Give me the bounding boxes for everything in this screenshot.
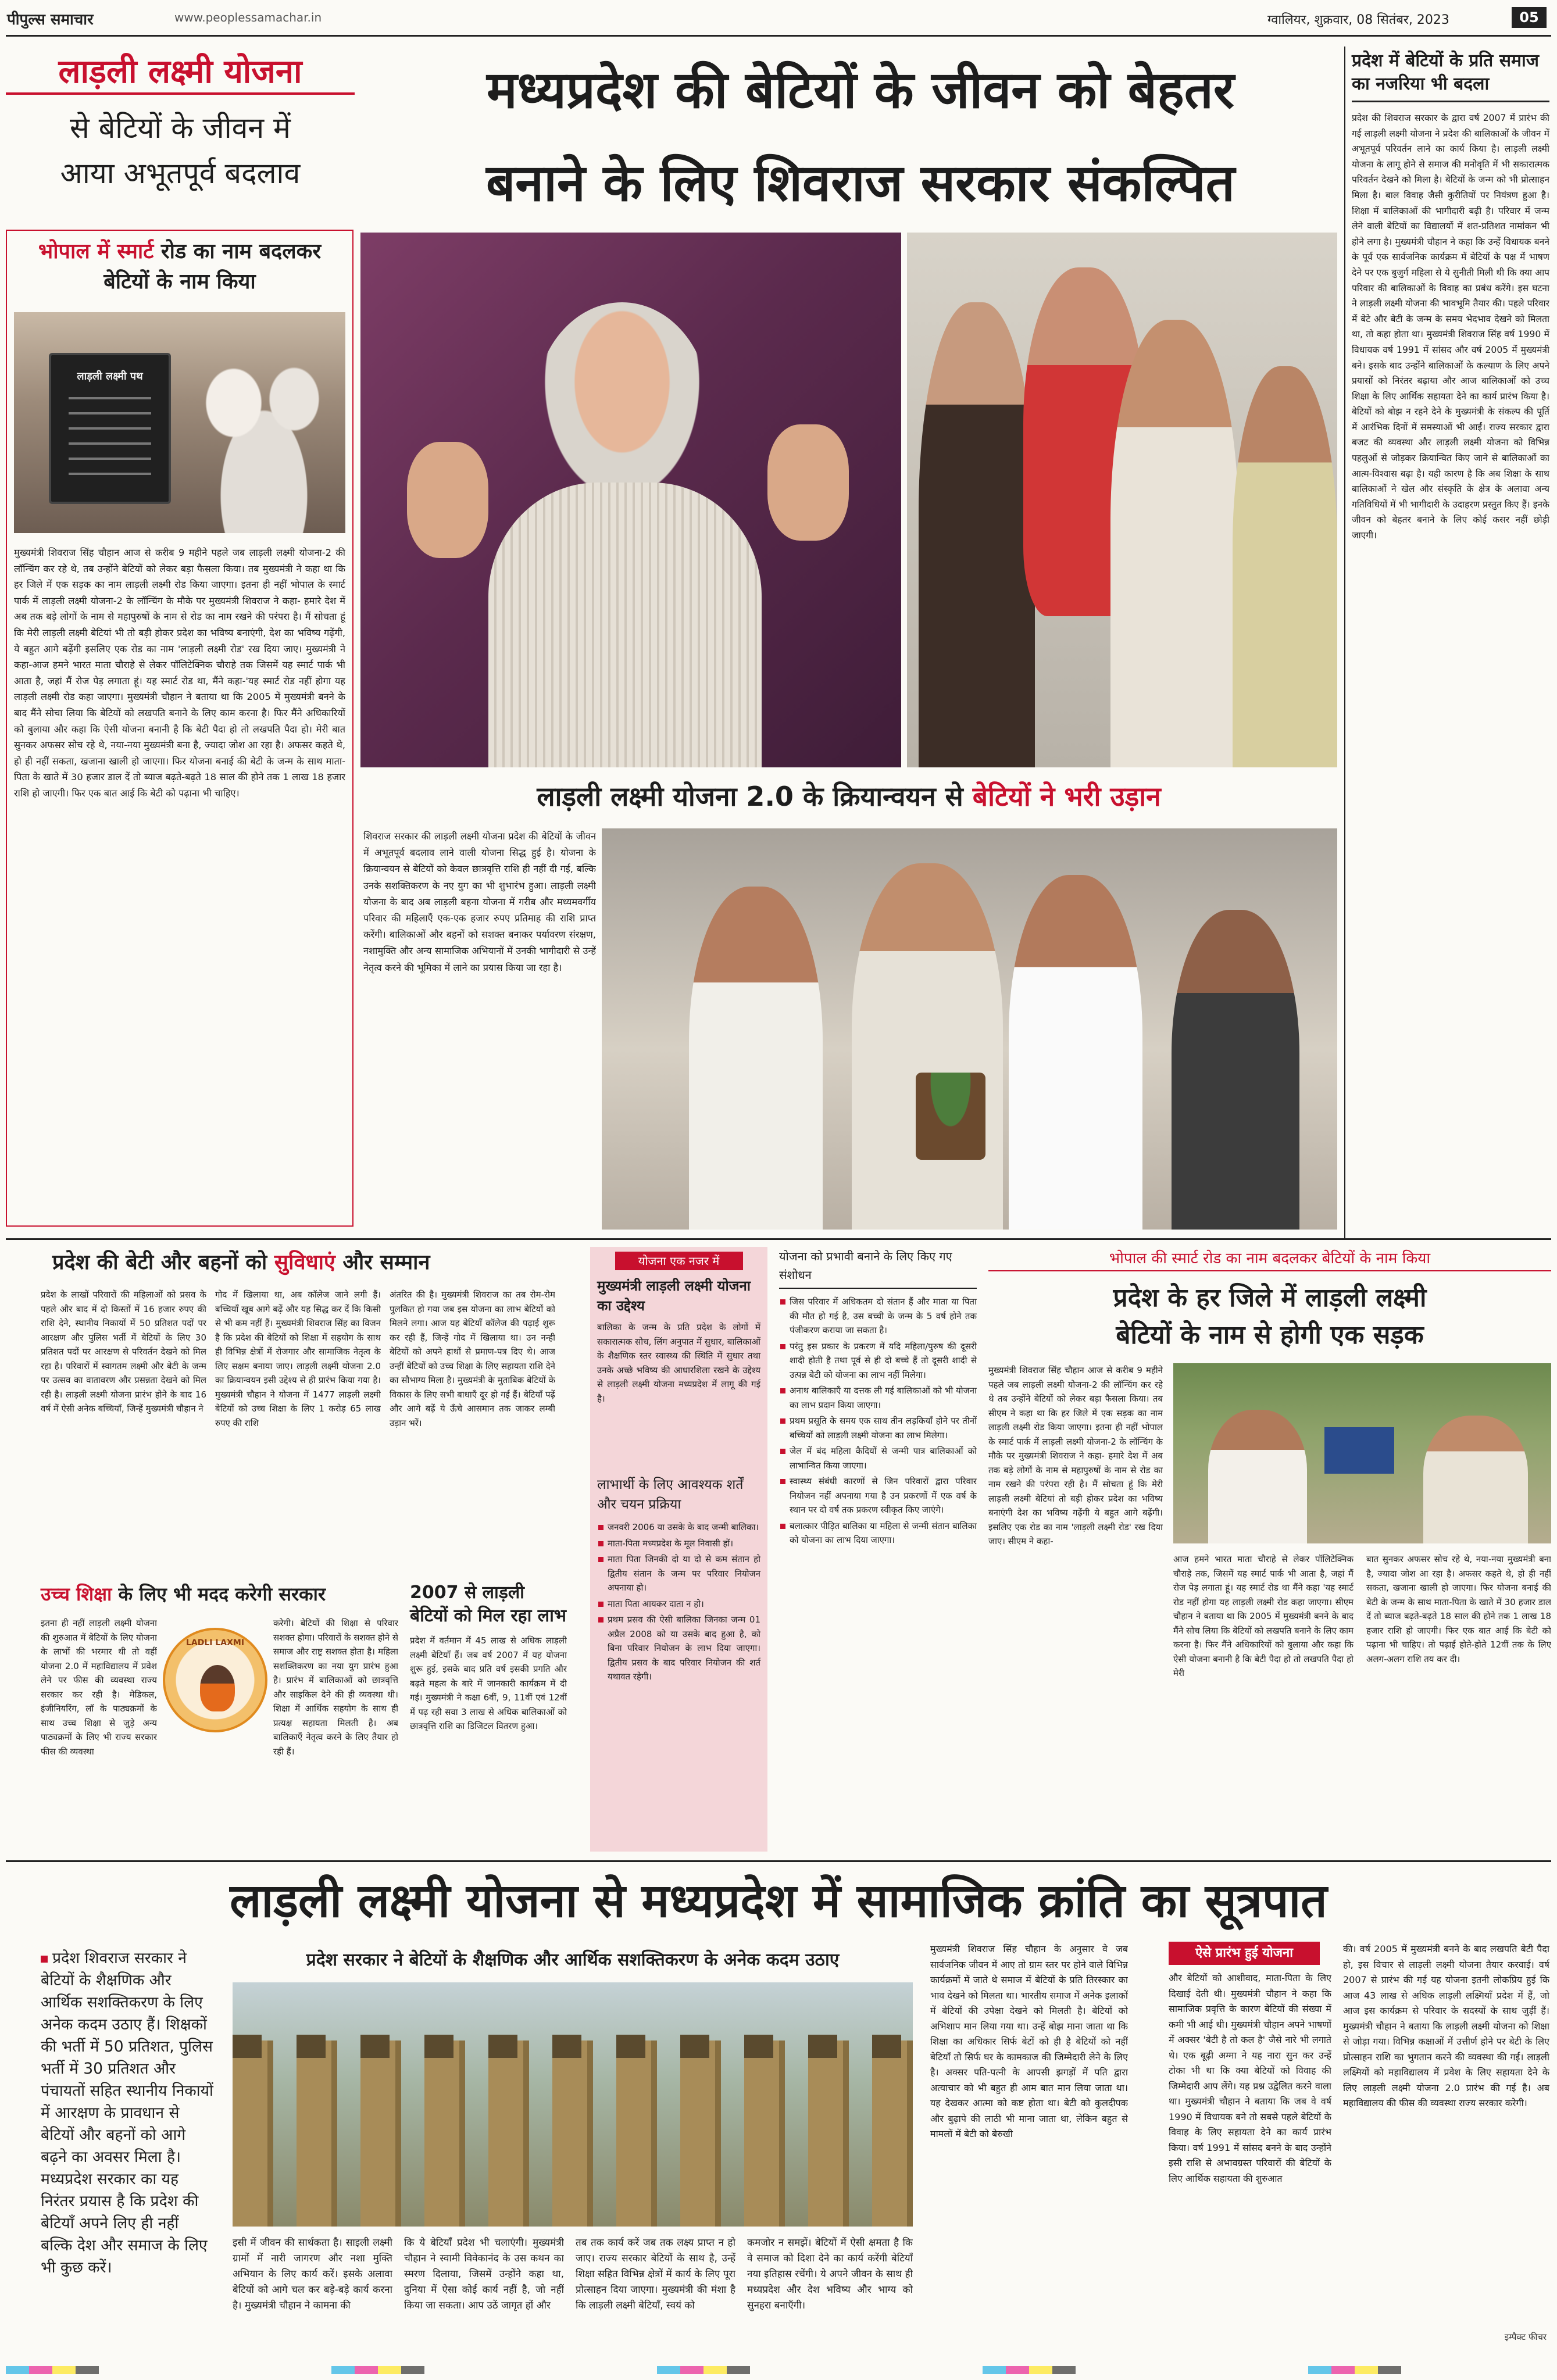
suvidhaen-col2: गोद में खिलाया था, अब कॉलेज जाने लगी हैं। बच्चियाँ खूब आगे बढ़ें और यह सिद्ध कर दें कि किसी से भी कम नहीं हैं। मुख्यमंत्री शिवराज सिंह का विजन है कि प्रदेश की बेटियों को शिक्षा में सहयोग के साथ ही विभिन्न क्षेत्रों में रोजगार और सामाजिक नेतृत्व के लिए सक्षम बनाया जाए। लाड़ली लक्ष्मी योजना 2.0 का क्रियान्वयन इसी उद्देश्य से ही प्रारंभ किया गया है। मुख्यमंत्री चौहान ने योजना में 1477 लाड़ली लक्ष्मी बेटियों को उच्च शिक्षा के लिए 1 करोड़ 65 लाख रुपए की राशि <box>215 1289 381 1428</box>
bhopal-box <box>6 230 353 1227</box>
road-sign-board <box>49 353 171 504</box>
kranti-col2: कि ये बेटियाँ प्रदेश भी चलाएंगी। मुख्यमंत्री चौहान ने स्वामी विवेकानंद के उस कथन का स्मरण दिलाया, जिसमें उन्होंने कहा था, दुनिया में ऐसा कोई कार्य नहीं है, जो नहीं किया जा सकता। आप उठें जागृत हों और <box>404 2237 564 2311</box>
cm-figure <box>1110 320 1238 767</box>
kranti-col4: कमजोर न समझें। बेटियों में ऐसी क्षमता है कि वे समाज को दिशा देने का कार्य करेंगी बेटियाँ नया इतिहास रचेंगी। ये अपने जीवन के साथ ही मध्यप्रदेश और देश भविष्य और भाग्य को सुनहरा बनाएँगी। <box>747 2237 913 2311</box>
sanshodhan-bullet: प्रथम प्रसूति के समय एक साथ तीन लड़कियाँ होने पर तीनों बच्चियों को लाड़ली लक्ष्मी योजना का लाभ मिलेगा। <box>779 1414 977 1442</box>
kranti-col3: तब तक कार्य करें जब तक लक्ष्य प्राप्त न हो जाए। राज्य सरकार बेटियों के साथ है, उन्हें शिक्षा सहित विभिन्न क्षेत्रों में कार्य के लिए पूरा प्रोत्साहन दिया जाएगा। मुख्यमंत्री की मंशा है कि लाड़ली लक्ष्मी बेटियाँ, स्वयं को <box>576 2237 735 2311</box>
right-column-divider <box>1344 47 1345 1238</box>
najar-bullet: जनवरी 2006 या उसके के बाद जन्मी बालिका। <box>597 1520 760 1535</box>
najar-bullet: माता पिता जिनकी दो या दो से कम संतान हो द्वितीय संतान के जन्म पर परिवार नियोजन अपनाया हो। <box>597 1552 760 1595</box>
speaker-head <box>535 302 709 512</box>
kranti-intro <box>41 1947 215 2343</box>
kranti-box-tag: ऐसे प्रारंभ हुई योजना <box>1169 1942 1320 1965</box>
najar-bullets <box>590 1514 767 1686</box>
speaker-hand-left <box>407 442 488 558</box>
bhopal-box-heading-rest: रोड का नाम बदलकर बेटियों के नाम किया <box>103 240 322 294</box>
uchch-shiksha-headline-red: उच्च शिक्षा <box>41 1583 112 1605</box>
logo-girl-icon <box>200 1665 235 1711</box>
suvidhaen-headline <box>52 1249 622 1277</box>
yojana2-body: शिवराज सरकार की लाड़ली लक्ष्मी योजना प्रदेश की बेटियों के जीवन में अभूतपूर्व बदलाव लाने वाली योजना सिद्ध हुई है। योजना के क्रियान्वयन से बेटियों को केवल छात्रवृत्ति राशि ही नहीं दी गई, बल्कि उनके सशक्तिकरण के नए युग का भी शुभारंभ हुआ। लाड़ली लक्ष्मी योजना के बाद अब लाड़ली बहना योजना में गरीब और मध्यमवर्गीय परिवार की महिलाएँ एक-एक हजार रुपए प्रतिमाह की राशि प्राप्त करेंगी। बालिकाओं और बहनों को सशक्त बनाकर पर्यावरण संरक्षण, नशामुक्ति और अन्य सामाजिक अभियानों में उनकी भागीदारी से उन्हें नेतृत्व करने की भूमिका में लाने का प्रयास किया जा रहा है। <box>363 831 596 973</box>
sanshodhan-bullet: बलात्कार पीड़ित बालिका या महिला से जन्मी संतान बालिका को योजना का लाभ दिया जाएगा। <box>779 1519 977 1548</box>
page-number: 05 <box>1512 7 1547 28</box>
parade-caps <box>233 2035 913 2058</box>
sanshodhan-bullet: परंतु इस प्रकार के प्रकरण में यदि महिला/पुरुष की दूसरी शादी होती है तथा पूर्व से ही दो बच्चे हैं तो दूसरी शादी से उत्पन्न बेटी को योजना का लाभ नहीं मिलेगा। <box>779 1339 977 1382</box>
sanshodhan-headline: योजना को प्रभावी बनाने के लिए किए गए संशोधन <box>779 1247 977 1289</box>
suvidhaen-headline-black2: और सम्मान <box>342 1250 430 1274</box>
road-sign-lines <box>69 397 151 478</box>
najar-bullet: प्रथम प्रसव की ऐसी बालिका जिनका जन्म 01 अप्रैल 2008 को या उसके बाद हुआ है, को बिना परिवार नियोजन के लाभ दिया जाएगा। द्वितीय प्रसव के बाद परिवार नियोजन की शर्त यथावत रहेगी। <box>597 1613 760 1684</box>
sanshodhan-bullets <box>779 1289 977 1549</box>
pm-speech-photo <box>360 233 901 767</box>
najar-bullet: माता-पिता मध्यप्रदेश के मूल निवासी हों। <box>597 1536 760 1551</box>
najar-sub-headline: लाभार्थी के लिए आवश्यक शर्तें और चयन प्रक्रिया <box>597 1477 744 1512</box>
najar-body: बालिका के जन्म के प्रति प्रदेश के लोगों में सकारात्मक सोच, लिंग अनुपात में सुधार, बालिकाओं के शैक्षणिक स्तर स्वास्थ्य की स्थिति में सुधार तथा उनके अच्छे भविष्य की आधारशिला रखने के उद्देश्य से लाड़ली लक्ष्मी योजना मध्यप्रदेश में लागू की गई है। <box>597 1322 760 1404</box>
kranti-sub-headline: प्रदेश सरकार ने बेटियों के शैक्षणिक और आर्थिक सशक्तिकरण के अनेक कदम उठाए <box>306 1950 840 1970</box>
masthead <box>0 0 1557 36</box>
person-right <box>1233 366 1337 767</box>
uchch-shiksha-col1: इतना ही नहीं लाड़ली लक्ष्मी योजना की शुरुआत में बेटियों के लिए योजना के लाभों की भरमार थी तो वहीं योजना 2.0 में महाविद्यालय में प्रवेश लेने पर फीस की व्यवस्था राज्य सरकार कर रही है। मेडिकल, इंजीनियरिंग, लॉ के पाठ्यक्रमों के साथ उच्च शिक्षा से जुड़े अन्य पाठ्यक्रमों के लिए भी राज्य सरकार फीस की व्यवस्था <box>41 1618 157 1757</box>
yojana2-headline-red: बेटियों ने भरी उड़ान <box>972 781 1161 812</box>
kranti-col7: की। वर्ष 2005 में मुख्यमंत्री बनने के बाद लखपति बेटी पैदा हो, इस विचार से लाड़ली लक्ष्मी योजना तैयार करवाई। वर्ष 2007 से प्रारंभ की गई यह योजना इतनी लोकप्रिय हुई कि आज 43 लाख से अधिक लाड़ली लक्ष्मियाँ प्रदेश में हैं, जो आज इस कार्यक्रम से परिवार के सदस्यों के साथ जुड़ीं हैं। मुख्यमंत्री चौहान ने बताया कि लाड़ली लक्ष्मी योजना को शिक्षा से जोड़ा गया। विभिन्न कक्षाओं में उत्तीर्ण होने पर बेटी के लिए प्रोत्साहन राशि का भुगतान करने की व्यवस्था की गई। लाड़ली लक्ष्मियों को महाविद्यालय में प्रवेश के लिए सहायता देने के लिए लाड़ली लक्ष्मी योजना 2.0 प्रारंभ की गई है। अब महाविद्यालय की फीस की व्यवस्था राज्य सरकार करेगी। <box>1343 1943 1549 2109</box>
sanshodhan-bullet: जिस परिवार में अधिकतम दो संतान हैं और माता या पिता की मौत हो गई है, उस बच्ची के जन्म के 5 वर्ष होने तक पंजीकरण कराया जा सकता है। <box>779 1295 977 1338</box>
uchch-shiksha-headline-rest: के लिए भी मदद करेगी सरकार <box>118 1583 326 1605</box>
top-left-subtitle-2: आया अभूतपूर्व बदलाव <box>60 156 301 190</box>
bhopal-box-heading <box>14 237 345 297</box>
speaker-hand-right <box>767 424 849 541</box>
najar-box <box>590 1247 767 1852</box>
masthead-rule <box>6 35 1551 37</box>
labh-2007-headline: 2007 से लाड़ली बेटियों को मिल रहा लाभ <box>410 1582 566 1626</box>
suvidhaen-col1: प्रदेश के लाखों परिवारों की महिलाओं को प्रसव के पहले और बाद में दो किस्तों में 16 हजार रुपए की राशि देने, स्थानीय निकायों में 50 प्रतिशत पदों पर आरक्षण और पुलिस भर्ती में बेटियों के लिए 30 प्रतिशत पदों पर आरक्षण से परिवर्तन देखने को मिल रहा है। परिवारों में स्वागतम लक्ष्मी और बेटी के जन्म पर उत्सव का वातावरण और प्रसन्नता देखने को मिल रही है। लाड़ली लक्ष्मी योजना प्रारंभ होने के बाद 16 वर्ष में ऐसी अनेक बच्चियाँ, जिन्हें मुख्यमंत्री चौहान ने <box>41 1289 206 1414</box>
bhopal-box-heading-red: भोपाल में स्मार्ट <box>38 240 154 263</box>
uchch-shiksha-headline <box>41 1581 401 1607</box>
masthead-dateline: ग्वालियर, शुक्रवार, 08 सितंबर, 2023 <box>1267 13 1449 27</box>
bottom-section-rule <box>6 1860 1551 1862</box>
ladli-laxmi-logo <box>163 1628 267 1732</box>
sanshodhan-box <box>779 1247 977 1852</box>
smart-road-col3: बात सुनकर अफसर सोच रहे थे, नया-नया मुख्यमंत्री बना है, ज्यादा जोश आ रहा है। अफसर कहते थे, हो ही नहीं सकता, खजाना खाली हो जाएगा। फिर योजना बनाई की बेटी के जन्म के साथ माता-पिता के खाते में 30 हजार डाल दें तो ब्याज बढ़ते-बढ़ते 18 साल की होने तक 1 लाख 18 हजार राशि हो जाएगी। फिर एक बात आई कि बेटी को पढ़ाना भी चाहिए। तो पढ़ाई होते-होते 12वीं तक के लिए अलग-अलग राशि तय कर दी। <box>1366 1554 1551 1664</box>
kranti-col5: मुख्यमंत्री शिवराज सिंह चौहान के अनुसार वे जब सार्वजनिक जीवन में आए तो ग्राम स्तर पर होने वाले विभिन्न कार्यक्रमों में जाते थे समाज में बेटियों के प्रति तिरस्कार का भाव देखने को मिलता था। भारतीय समाज में अनेक इलाकों में बेटियों की उपेक्षा देखने को मिलती है। बेटियों को अभिशाप मान लिया गया था। उन्हें बोझ माना जाता था कि शिक्षा का अधिकार सिर्फ बेटों को ही है बेटियों को नहीं बेटियाँ तो सिर्फ घर के कामकाज की जिम्मेदारी लेने के लिए है। अक्सर पति-पत्नी के आपसी झगड़ों में पति द्वारा अत्याचार को भी बहुत ही आम बात मान लिया जाता था। यह देखकर आत्मा को कष्ट होता था। बेटी को कुलदीपक और बुढ़ापे की लाठी भी माना जाता था, लेकिन बहुत से मामलों में बेटी को बेरुखी <box>930 1943 1128 2139</box>
smart-road-col1: मुख्यमंत्री शिवराज सिंह चौहान आज से करीब 9 महीने पहले जब लाड़ली लक्ष्मी योजना-2 की लॉन्चिंग कर रहे थे तब उन्होंने बेटियों को लेकर बड़ा फैसला किया। तब सीएम ने कहा था कि हर जिले में एक सड़क का नाम लाड़ली लक्ष्मी रोड किया जाएगा। इतना ही नहीं भोपाल के स्मार्ट पार्क में लाड़ली लक्ष्मी योजना-2 के लॉन्चिंग के मौके पर मुख्यमंत्री शिवराज ने कहा- हमारे देश में अब तक बड़े लोगों के नाम से महापुरुषों के नाम से रोड का नाम रखने की परंपरा रही है। मैं सोचता हूं कि मेरी लाड़ली लक्ष्मी बेटियां तो बड़ी होकर प्रदेश का भविष्य बनाएंगी देश का भविष्य गढ़ेंगी ये बहुत आगे बढ़ेंगी। इसलिए एक रोड का नाम 'लाड़ली लक्ष्मी रोड' रख दिया जाए। सीएम ने कहा- <box>988 1365 1163 1546</box>
sanshodhan-bullet: जेल में बंद महिला कैदियों से जन्मी पात्र बालिकाओं को लाभान्वित किया जाएगा। <box>779 1444 977 1473</box>
masthead-logo: पीपुल्स समाचार <box>7 11 94 28</box>
sanshodhan-bullet: अनाथ बालिकाएँ या दत्तक ली गई बालिकाओं को भी योजना का लाभ प्रदान किया जाएगा। <box>779 1384 977 1412</box>
bhopal-road-photo <box>14 312 345 533</box>
person-left <box>919 302 1035 767</box>
road-sign-caption: लाड़ली लक्ष्मी पथ <box>77 370 143 383</box>
suvidhaen-headline-red: सुविधाएं <box>274 1250 335 1274</box>
ladli-laxmi-logo-text: LADLI LAXMI <box>185 1638 245 1648</box>
tree-planting-photo <box>1173 1363 1551 1543</box>
kranti-col1: इसी में जीवन की सार्थकता है। साइली लक्ष्मी ग्रामों में नारी जागरण और नशा मुक्ति अभियान के लिए कार्य करें। इसके अलावा बेटियों को आगे चल कर बड़े-बड़े कार्य करना है। मुख्यमंत्री चौहान ने कामना की <box>233 2237 392 2311</box>
smart-road-kicker: भोपाल की स्मार्ट रोड का नाम बदलकर बेटियों के नाम किया <box>988 1247 1551 1271</box>
najar-headline: मुख्यमंत्री लाड़ली लक्ष्मी योजना का उद्देश्य <box>597 1278 751 1314</box>
mid-rule <box>6 1238 1551 1240</box>
registration-marks <box>6 2366 1551 2374</box>
main-headline-line2: बनाने के लिए शिवराज सरकार संकल्पित <box>486 153 1235 213</box>
man-right <box>1172 910 1299 1230</box>
najar-bullet: माता पिता आयकर दाता न हो। <box>597 1597 760 1611</box>
sanshodhan-bullet: स्वास्थ्य संबंधी कारणों से जिन परिवारों द्वारा परिवार नियोजन नहीं अपनाया गया है उन प्रकरणों में एक वर्ष के स्थान पर दो वर्ष तक प्रकरण स्वीकृत किए जाएंगे। <box>779 1474 977 1517</box>
plant-pot <box>916 1073 985 1160</box>
kranti-intro-marker <box>41 1956 48 1963</box>
bhopal-box-body: मुख्यमंत्री शिवराज सिंह चौहान आज से करीब 9 महीने पहले जब लाड़ली लक्ष्मी योजना-2 की लॉन्चिंग कर रहे थे, तब उन्होंने बेटियों को लेकर बड़ा फैसला किया। तब मुख्यमंत्री ने कहा था कि हर जिले में एक सड़क का नाम लाड़ली लक्ष्मी रोड किया जाएगा। इतना ही नहीं भोपाल के स्मार्ट पार्क में लाड़ली लक्ष्मी योजना-2 के लॉन्चिंग के मौके पर मुख्यमंत्री शिवराज ने कहा- हमारे देश में अब तक बड़े लोगों के नाम से महापुरुषों के नाम से रोड का नाम रखने की परंपरा है। मैं सोचता हूं कि मेरी लाड़ली लक्ष्मी बेटियां भी तो बड़ी होकर प्रदेश का भविष्य बनाएंगी, देश का भविष्य गढ़ेंगी, ये बहुत आगे बढ़ेंगी इसलिए एक रोड का नाम 'लाड़ली लक्ष्मी रोड' रख दिया जाए। मुख्यमंत्री ने कहा-आज हमने भारत माता चौराहे से लेकर पॉलिटेक्निक चौराहे तक जिसमें यह स्मार्ट पार्क भी आता है, जहां मैं रोज पेड़ लगाता हूं। यह स्मार्ट रोड था, मैंने कहा-'यह स्मार्ट रोड नहीं होगा यह लाड़ली लक्ष्मी रोड कहा जाएगा। मुख्यमंत्री चौहान ने बताया था कि 2005 में मुख्यमंत्री बनने के बाद मैंने सोचा लिया कि बेटियों को लखपति बनाने के लिए काम करना है। फिर मैंने अधिकारियों को बुलाया और कहा कि ऐसी योजना बनानी है कि बेटी पैदा हो तो लखपति पैदा हो। मेरी बात सुनकर अफसर सोच रहे थे, नया-नया मुख्यमंत्री बना है, ज्यादा जोश आ रहा है। अफसर कहते थे, हो ही नहीं सकता, खजाना खाली हो जाएगा। फिर योजना बनाई की बेटी के जन्म के साथ माता-पिता के खाते में 30 हजार डाल दें तो ब्याज बढ़ते-बढ़ते 18 साल की होने तक 1 लाख 18 हजार राशि हो जाएगी। फिर एक बात आई कि बेटी को पढ़ाना भी चाहिए। <box>14 547 345 799</box>
cm-center <box>852 863 1003 1230</box>
uchch-shiksha-col2: करेगी। बेटियों की शिक्षा से परिवार सशक्त होगा। परिवारों के सशक्त होने से समाज और राष्ट्र सशक्त होता है। महिला सशक्तिकरण का नया युग प्रारंभ हुआ है। प्रारंभ में बालिकाओं को छात्रवृत्ति और साइकिल देने की ही व्यवस्था थी। शिक्षा में आर्थिक सहयोग के साथ ही प्रत्यक्ष सहायता मिलती है। अब बालिकाएँ नेतृत्व करने के लिए तैयार हो रही हैं। <box>273 1618 398 1757</box>
parade-row <box>233 2040 913 2227</box>
speaker-body <box>488 483 762 767</box>
planting-person-2 <box>1423 1416 1528 1543</box>
kranti-credit: इम्पैक्ट फीचर <box>1504 2332 1547 2342</box>
top-left-subtitle-1: से बेटियों के जीवन में <box>70 111 291 145</box>
smart-road-headline-1: प्रदेश के हर जिले में लाड़ली लक्ष्मी <box>1113 1283 1427 1313</box>
yojana2-headline-black: लाड़ली लक्ष्मी योजना 2.0 के क्रियान्वयन से <box>537 781 963 812</box>
najar-tag: योजना एक नजर में <box>615 1252 743 1270</box>
planting-banner <box>1324 1427 1394 1474</box>
student-right <box>1009 875 1142 1230</box>
kranti-headline: लाड़ली लक्ष्मी योजना से मध्यप्रदेश में सामाजिक क्रांति का सूत्रपात <box>230 1874 1327 1928</box>
suvidhaen-headline-black1: प्रदेश की बेटी और बहनों को <box>52 1250 267 1274</box>
smart-road-col2: आज हमने भारत माता चौराहे से लेकर पॉलिटेक्निक चौराहे तक, जिसमें यह स्मार्ट पार्क भी आता है, जहां मैं रोज पेड़ लगाता हूं। यह स्मार्ट रोड था मैंने कहा 'यह स्मार्ट रोड नहीं होगा यह लाड़ली लक्ष्मी रोड कहा जाएगा। सीएम चौहान ने बताया था कि 2005 में मुख्यमंत्री बनने के बाद मैंने सोच लिया कि बेटियों को लखपति बनाने के लिए काम करना है। फिर मैंने अधिकारियों को बुलाया और कहा कि ऐसी योजना बनानी है कि बेटी पैदा हो तो लखपति पैदा हो मेरी <box>1173 1554 1354 1678</box>
smart-road-headline-2: बेटियों के नाम से होगी एक सड़क <box>1116 1320 1424 1350</box>
yojana2-headline <box>360 779 1337 814</box>
planting-person-1 <box>1208 1410 1307 1543</box>
kranti-col6: और बेटियों को आशीवाद, माता-पिता के लिए दिखाई देती थी। मुख्यमंत्री चौहान ने कहा कि सामाजिक प्रवृत्ति के कारण बेटियों की संख्या में कमी भी आई थी। मुख्यमंत्री चौहान अपने भाषणों में अक्सर 'बेटी है तो कल है' जैसे नारे भी लगाते थे। एक बूढ़ी अम्मा ने यह नारा सुन कर उन्हें टोका भी था कि क्या बेटियों को विवाह की जिम्मेदारी आप लेंगे। यह प्रश्न उद्वेलित करने वाला था। मुख्यमंत्री चौहान ने बताया कि जब वे वर्ष 1990 में विधायक बने तो सबसे पहले बेटियों के विवाह के लिए सहायता देने का कार्य प्रारंभ किया। वर्ष 1991 में सांसद बनने के बाद उन्होंने इसी राशि से अभावग्रस्त परिवारों की बेटियों के लिए आर्थिक सहायता की शुरुआत <box>1169 1972 1331 2184</box>
cm-with-child-photo <box>907 233 1337 767</box>
right-column-body: प्रदेश की शिवराज सरकार के द्वारा वर्ष 2007 में प्रारंभ की गई लाड़ली लक्ष्मी योजना ने प्रदेश की बालिकाओं के जीवन में अभूतपूर्व परिवर्तन लाने का कार्य किया है। लाड़ली लक्ष्मी योजना के लागू होने से समाज की मनोवृति में भी सकारात्मक परिवर्तन देखने को मिला है। बेटियों के जन्म को भी प्रोत्साहन मिला है। बाल विवाह जैसी कुरीतियों पर नियंत्रण हुआ है। शिक्षा में बालिकाओं की भागीदारी बढ़ी है। परिवार में जन्म लेने वाली बेटियों का विद्यालयों में शत-प्रतिशत नामांकन भी होने लगा है। मुख्यमंत्री चौहान ने कहा कि उन्हें विधायक बनने के पूर्व एक सार्वजनिक कार्यक्रम में बेटियों के पक्ष में भाषण देने पर एक बुजुर्ग महिला से ये सुनीती मिली थी कि क्या आप परिवार की बालिकाओं के विवाह का प्रबंध करेंगे। इस घटना ने लाड़ली लक्ष्मी योजना की भावभूमि तैयार की। पहले परिवार में बेटे और बेटी के जन्म के समय भेदभाव देखने को मिलता था, तो कहा होता था। मुख्यमंत्री शिवराज सिंह वर्ष 1990 में विधायक वर्ष 1991 में सांसद और वर्ष 2005 में मुख्यमंत्री बने। इसके बाद उन्होंने बालिकाओं के कल्याण के लिए अपने प्रयासों को निरंतर बढ़ाया और आज बालिकाओं को उच्च शिक्षा के लिए आर्थिक सहायता देने का कार्य प्रारंभ किया है। बेटियों को बोझ न रहने देने के मुख्यमंत्री के संकल्प की पूर्ति में आरंभिक दिनों में समस्याओं भी आईं। राज्य सरकार द्वारा बजट की व्यवस्था और लाड़ली लक्ष्मी योजना को विभिन्न पहलुओं से जोड़कर क्रियान्वित किए जाने से बालिकाओं का आत्म-विश्वास बढ़ा है। यही कारण है कि अब शिक्षा के साथ बालिकाओं ने खेल और संस्कृति के क्षेत्र के अलावा अन्य गतिविधियों में भी भागीदारी के उदाहरण प्रस्तुत किए हैं। इनके जीवन को बेहतर बनाने के लिए कोई कसर नहीं छोड़ी जाएगी। <box>1352 113 1549 541</box>
people-group <box>188 347 340 533</box>
top-left-title-red: लाड़ली लक्ष्मी योजना <box>6 52 355 95</box>
suvidhaen-col3: अंतरित की है। मुख्यमंत्री शिवराज का तब रोम-रोम पुलकित हो गया जब इस योजना का लाभ बेटियों को मिलने लगा। आज यह बेटियाँ कॉलेज की पढ़ाई शुरू कर रही हैं, जिन्हें गोद में खिलाया था। उन नन्ही बेटियों को अपने हाथों से प्रमाण-पत्र दिए थे। आज उन्हीं बेटियों को उच्च शिक्षा के लिए सहायता राशि देने का सौभाग्य मिला है। मुख्यमंत्री के मुताबिक बेटियों के विकास के लिए सभी बाधाएँ दूर हो गई हैं। बेटियाँ पढ़ें और आगे बढ़ें ये ऊँचे आसमान तक जाकर लम्बी उड़ान भरें। <box>390 1289 555 1428</box>
smart-road-section <box>988 1247 1551 1852</box>
students-plant-photo <box>602 828 1337 1230</box>
masthead-website: www.peoplessamachar.in <box>174 10 322 24</box>
police-parade-photo <box>233 1982 913 2227</box>
kranti-intro-text: प्रदेश शिवराज सरकार ने बेटियों के शैक्षणिक और आर्थिक सशक्तिकरण के लिए अनेक कदम उठाए हैं। शिक्षकों की भर्ती में 50 प्रतिशत, पुलिस भर्ती में 30 प्रतिशत और पंचायतों सहित स्थानीय निकायों में आरक्षण के प्रावधान से बेटियों और बहनों को आगे बढ़ने का अवसर मिला है। मध्यप्रदेश सरकार का यह निरंतर प्रयास है कि प्रदेश की बेटियाँ अपने लिए ही नहीं बल्कि देश और समाज के लिए भी कुछ करें। <box>41 1949 213 2277</box>
right-column-heading: प्रदेश में बेटियों के प्रति समाज का नजरिया भी बदला <box>1352 49 1549 102</box>
top-left-title <box>6 44 366 218</box>
main-headline-line1: मध्यप्रदेश की बेटियों के जीवन को बेहतर <box>487 60 1234 120</box>
right-column <box>1352 49 1549 1235</box>
labh-2007-body: प्रदेश में वर्तमान में 45 लाख से अधिक लाड़ली लक्ष्मी बेटियाँ हैं। जब वर्ष 2007 में यह योजना शुरू हुई, इसके बाद प्रति वर्ष इसकी प्रगति और बढ़ते महत्व के बारे में जानकारी कार्यक्रम में दी गई। मुख्यमंत्री ने कक्षा 6वीं, 9, 11वीं एवं 12वीं में पढ़ रही सवा 3 लाख से अधिक बालिकाओं को छात्रवृत्ति राशि का डिजिटल वितरण हुआ। <box>410 1635 567 1731</box>
student-left <box>689 887 823 1230</box>
